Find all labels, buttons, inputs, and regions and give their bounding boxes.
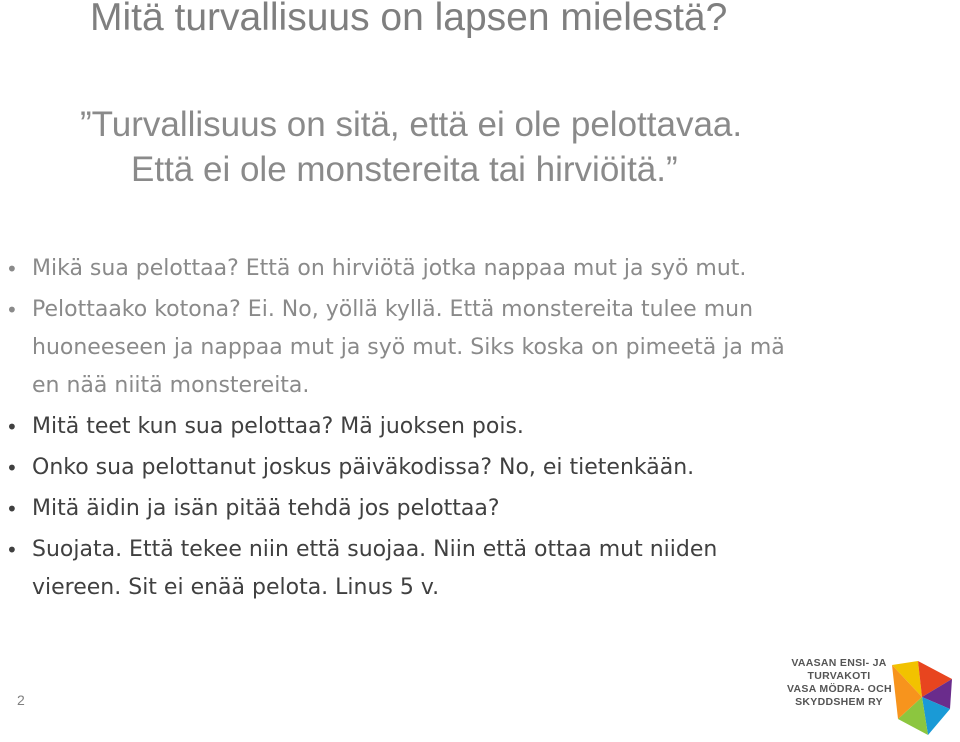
- logo-text-line: TURVAKOTI: [807, 670, 871, 682]
- bullet-item: [0, 250, 785, 288]
- quote: [80, 102, 742, 192]
- bullet-text: viereen. Sit ei enää pelota. Linus 5 v.: [32, 575, 440, 600]
- logo-text-line: VAASAN ENSI- JA: [791, 657, 887, 669]
- bullet-item: [0, 531, 785, 607]
- bullet-item: [0, 291, 785, 405]
- logo-text-line: SKYDDSHEM RY: [795, 696, 883, 708]
- bullet-text: • Onko sua pelottanut joskus päiväkodissa? No, ei tietenkään.: [32, 455, 695, 480]
- logo-text-line: VASA MÖDRA- OCH: [787, 683, 892, 695]
- quote-line-1: ”Turvallisuus on sitä, että ei ole pelottavaa.: [80, 105, 743, 144]
- quote-line-2: Että ei ole monstereita tai hirviöitä.”: [131, 150, 678, 189]
- slide-title: Mitä turvallisuus on lapsen mielestä?: [90, 0, 728, 39]
- bullet-text: • Mitä teet kun sua pelottaa? Mä juoksen pois.: [32, 414, 524, 439]
- organization-logo-text: [787, 657, 891, 709]
- bullet-text: huoneeseen ja nappaa mut ja syö mut. Siks koska on pimeetä ja mä: [32, 335, 785, 360]
- page-number: 2: [17, 692, 25, 708]
- bullet-text: en nää niitä monstereita.: [32, 373, 310, 398]
- interview-bullet-list: [0, 250, 785, 610]
- bullet-text: • Suojata. Että tekee niin että suojaa. Niin että ottaa mut niiden: [32, 537, 718, 562]
- bullet-text: • Pelottaako kotona? Ei. No, yöllä kyllä. Että monstereita tulee mun: [32, 297, 754, 322]
- bullet-text: • Mikä sua pelottaa? Että on hirviötä jotka nappaa mut ja syö mut.: [32, 256, 747, 281]
- bullet-item: [0, 490, 785, 528]
- pinwheel-logo-icon: [888, 657, 956, 737]
- bullet-item: [0, 449, 785, 487]
- bullet-text: • Mitä äidin ja isän pitää tehdä jos pelottaa?: [32, 496, 500, 521]
- bullet-item: [0, 408, 785, 446]
